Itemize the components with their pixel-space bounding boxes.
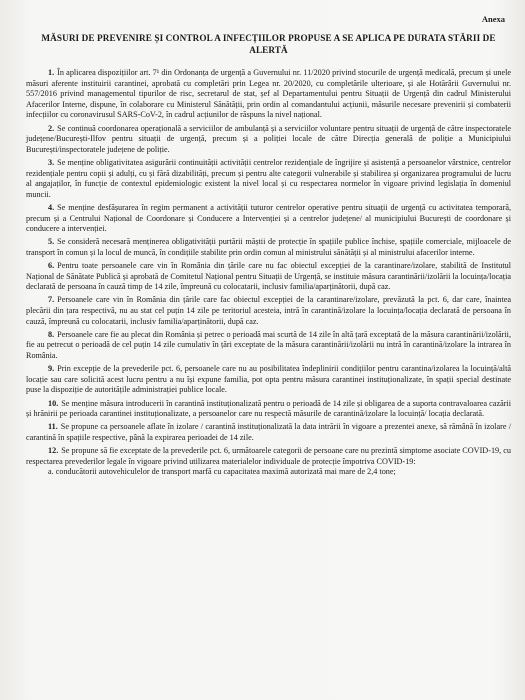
paragraph-number: 7. — [48, 295, 55, 305]
paragraph-number: 11. — [48, 422, 58, 432]
paragraph-9 — [26, 364, 511, 396]
paragraph-text: Prin excepție de la prevederile pct. 6, persoanele care nu au posibilitatea îndeplinirii condițiilor pentru carantina/izolarea la locuință/altă locație sau care solicită acest lucru pentru a nu își expune familia, pot opta pentru măsura carantinei instituționalizate, în spații special destinate puse la dispoziție de autoritățile administrației publice locale. — [26, 364, 511, 395]
paragraph-number: 2. — [48, 123, 55, 133]
annex-label: Anexa — [481, 14, 505, 24]
paragraph-3 — [26, 158, 511, 200]
paragraph-5 — [26, 237, 511, 258]
paragraph-text: Persoanele care vin în România din țările care fac obiectul excepției de la carantinare/izolare, prevăzută la pct. 6, dar care, înaintea plecării din țara respectivă, nu au stat cel puțin 14 zile pe teritoriul acesteia, intră în carantină/izolare la locuința/locația declarată de persoana în cauză, împreună cu colocatarii, inclusiv familia/aparținătorii, după caz. — [26, 295, 511, 326]
paragraph-2 — [26, 124, 511, 156]
paragraph-number: 12. — [48, 446, 59, 456]
paragraph-number: 10. — [48, 398, 59, 408]
paragraph-number: 3. — [48, 157, 55, 167]
paragraph-number: 6. — [48, 261, 55, 271]
paragraph-number: 5. — [48, 237, 55, 247]
document-title: MĂSURI DE PREVENIRE ȘI CONTROL A INFECȚIILOR PROPUSE A SE APLICA PE DURATA STĂRII DE ALERTĂ — [41, 33, 496, 55]
paragraph-text: Se menține măsura introducerii în carantină instituționalizată pentru o perioadă de 14 zile și obligarea de a suporta contravaloarea cazării și hrănirii pe perioada carantinei instituționalizate, a persoanelor care nu respectă măsurile de carantină/izolare la locuință/ locația declarată. — [26, 398, 511, 419]
paragraph-11 — [26, 422, 511, 443]
paragraph-12-subitem-a: a. conducătorii autovehiculelor de transport marfă cu capacitatea maximă autorizată mai mare de 2,4 tone; — [48, 467, 396, 477]
paragraph-number: 4. — [48, 202, 55, 212]
paragraph-text: Se propune ca persoanele aflate în izolare / carantină instituționalizată la data intrării în vigoare a prezentei anexe, să rămână în izolare / carantină în spațiile respective, până la expirarea perioadei de 14 zile. — [26, 422, 511, 442]
paragraph-7 — [26, 295, 511, 327]
paragraph-number: 9. — [48, 364, 55, 374]
paragraph-text: Se consideră necesară menținerea obligativității purtării măștii de protecție în spațiile publice închise, spațiile comerciale, mijloacele de transport în comun și la locul de muncă, în condițiile stabilite prin ordin comun al ministrului sănătății și al ministrului afacerilor interne. — [26, 237, 511, 257]
paragraph-text: Pentru toate persoanele care vin în România din țările care nu fac obiectul excepției de la carantinare/izolare, stabilită de Institutul Național de Sănătate Publică și aprobată de Comitetul Național pentru Situații de Urgență, se instituie măsura carantinării/izolării la locuința/locația declarată de persoana în cauză timp de 14 zile, împreună cu colocatarii, inclusiv familia/aparținătorii, după caz. — [26, 261, 511, 292]
paragraph-text: În aplicarea dispozițiilor art. 7¹ din Ordonanța de urgență a Guvernului nr. 11/2020 privind stocurile de urgență medicală, precum și unele măsuri aferente instituirii carantinei, aprobată cu completări prin Legea nr. 20/2020, cu completările ulterioare, și ale Hotărârii Guvernului nr. 557/2016 privind managementul tipurilor de risc, secretarul de stat, șef al Departamentului pentru Situații de Urgență din cadrul Ministerului Afacerilor Interne, dispune, în colaborare cu Ministerul Sănătății, prin ordin al comandantului acțiunii, măsurile necesare prevenirii și combaterii infecțiilor cu coronavirusul SARS-CoV-2, în cadrul acțiunilor de răspuns la nivel național. — [26, 68, 511, 120]
paragraph-4 — [26, 203, 511, 235]
paragraph-text: Se menține obligativitatea asigurării continuității activității centrelor rezidențiale de îngrijire și asistență a persoanelor vârstnice, centrelor rezidențiale pentru copii și adulți, cu și fără dizabilități, precum și pentru alte categorii vulnerabile și stabilirea și organizarea programului de lucru al angajaților, în funcție de contextul epidemiologic existent la nivel local și cu respectarea normelor în vigoare privind legislația în domeniul muncii. — [26, 157, 511, 199]
paragraph-text: Se propune să fie exceptate de la prevederile pct. 6, următoarele categorii de persoane care nu prezintă simptome asociate COVID-19, cu respectarea prevederilor legale în vigoare privind utilizarea materialelor individuale de protecție împotriva COVID-19: — [26, 446, 511, 466]
paragraph-text: Persoanele care fie au plecat din România și petrec o perioadă mai scurtă de 14 zile în altă țară exceptată de la măsura carantinării/izolării, fie au petrecut o perioadă de cel puțin 14 zile cumulativ în țări exceptate de la măsura carantinării/izolării nu intră în carantină/izolare la intrarea în România. — [26, 329, 511, 360]
paragraph-12 — [26, 446, 511, 478]
paragraph-number: 1. — [48, 68, 55, 77]
paragraph-10 — [26, 399, 511, 420]
paragraph-8 — [26, 330, 511, 362]
paragraph-text: Se continuă coordonarea operațională a serviciilor de ambulanță și a serviciilor voluntare pentru situații de urgență de către inspectoratele județene/București-Ilfov pentru situații de urgență, precum și a poliției locale de către Direcția generală de poliție a Municipiului București/inspectoratele județene de poliție. — [26, 123, 511, 154]
paragraph-1 — [26, 68, 511, 121]
paragraph-text: Se menține desfășurarea în regim permanent a activității tuturor centrelor operative pentru situații de urgență cu activitatea temporară, precum și a Centrului Național de Coordonare și Conducere a Intervenției și a centrelor județene/ al municipiului București de coordonare și conducere a intervenției. — [26, 202, 511, 234]
paragraph-number: 8. — [48, 329, 55, 339]
paragraph-6 — [26, 261, 511, 293]
